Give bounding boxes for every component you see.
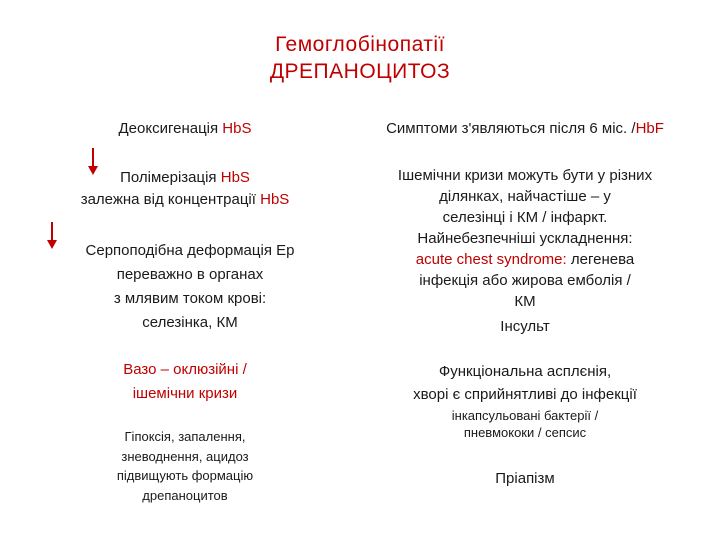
step-vaso-occlusive-crises: Вазо – оклюзійні / ішемічни кризи xyxy=(123,361,247,402)
title-line-1: Гемоглобінопатії xyxy=(275,33,445,56)
triggers-note: Гіпоксія, запалення, зневоднення, ацидоз підвищують формацію дрепаноцитов xyxy=(116,429,254,503)
hbs-label: HbS xyxy=(260,191,290,208)
step-deoxygenation: Деоксигенація HbS xyxy=(118,120,252,137)
functional-asplenia: Функціональна асплєнія, хворі є сприйнятливі до інфекції xyxy=(413,363,637,403)
symptoms-onset: Симптоми з'являються після 6 міс. /HbF xyxy=(386,120,664,137)
priapism: Пріапізм xyxy=(495,470,555,487)
ischemic-crises-sites: Ішемічни кризи можуть бути у різних ділянках, найчастіше – у селезінці і КМ / інфаркт. xyxy=(397,167,653,226)
infection-note: інкапсульовані бактерії / пневмококи / сепсис xyxy=(451,408,599,440)
dangerous-complications: Найнебезпечніші ускладнення: acute chest syndrome: легенева інфекція або жирова емболія / КМ Інсульт xyxy=(415,230,635,335)
hbf-label: HbF xyxy=(635,120,664,137)
title-line-2: ДРЕПАНОЦИТОЗ xyxy=(269,60,451,83)
acute-chest-syndrome-label: acute chest syndrome: xyxy=(415,251,567,268)
hbs-label: HbS xyxy=(222,120,252,137)
step-sickle-deformation: Серпоподібна деформація Ер переважно в органах з млявим током крові: селезінка, КМ xyxy=(85,242,295,331)
hbs-label: HbS xyxy=(220,169,250,186)
step-polymerization: Полімерізація HbS залежна від концентрації HbS xyxy=(80,169,290,208)
